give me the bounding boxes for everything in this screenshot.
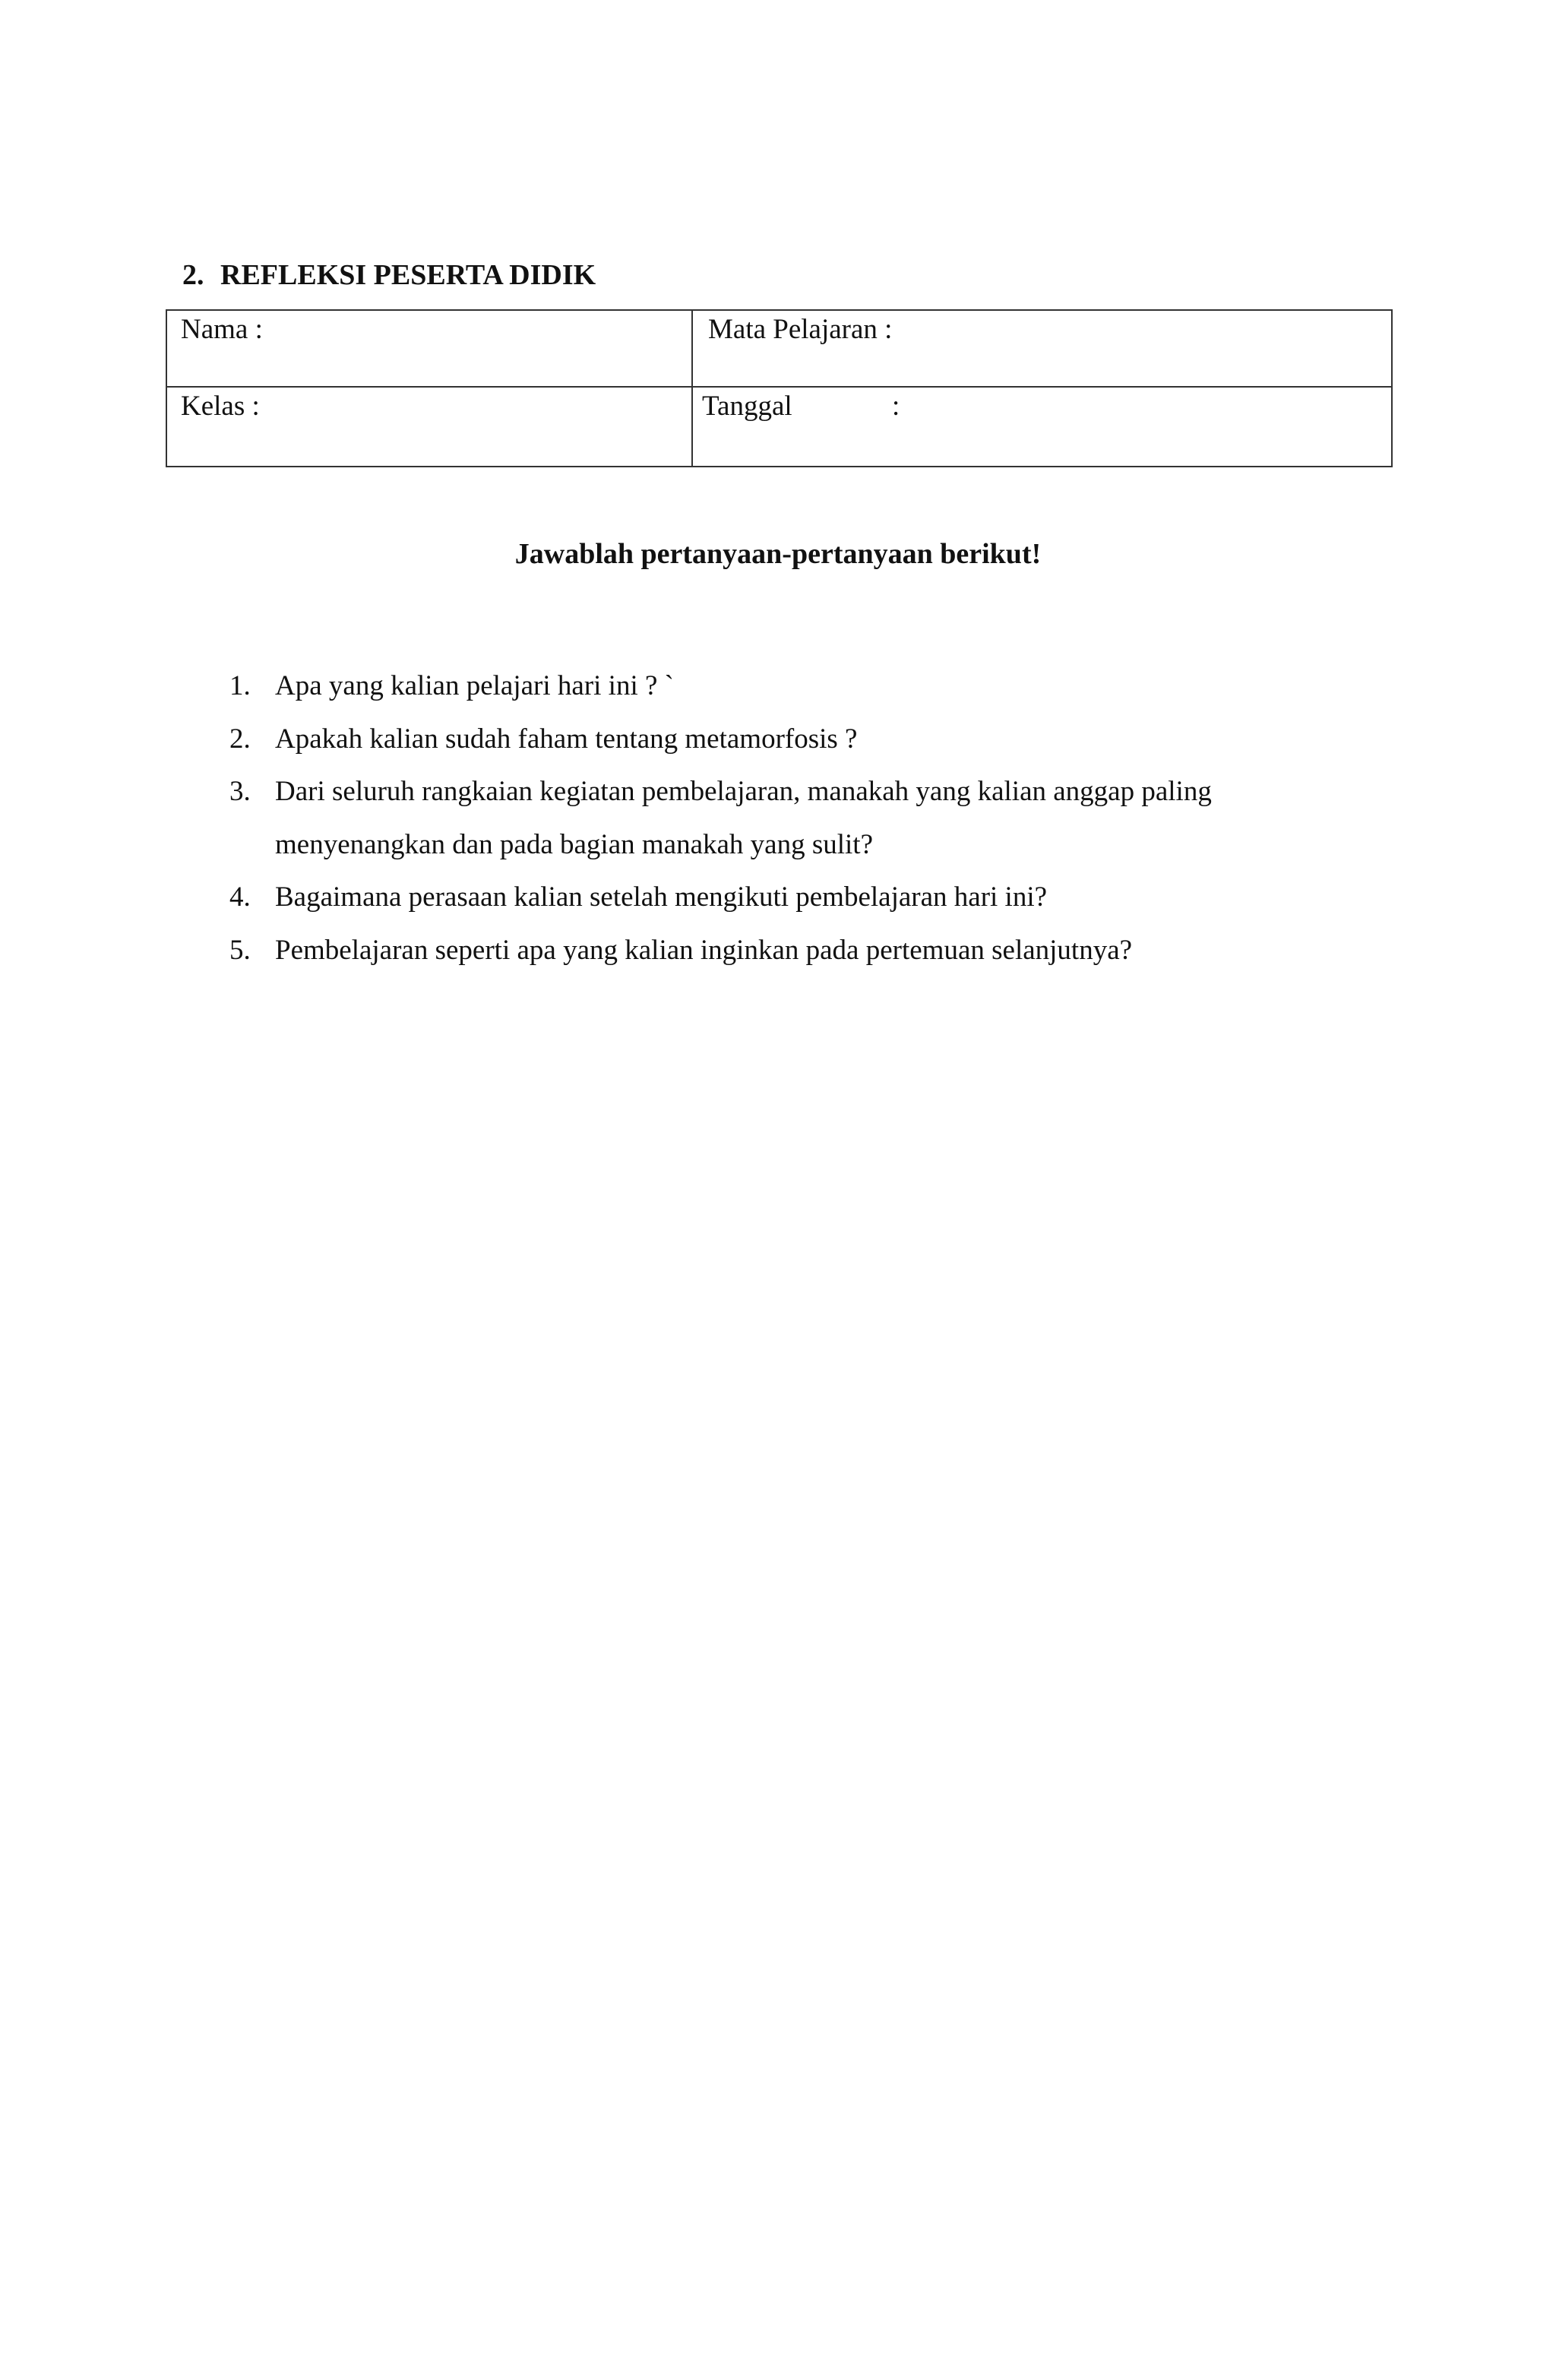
section-number: 2.	[182, 259, 204, 291]
kelas-cell	[166, 387, 692, 467]
mata-pelajaran-cell	[692, 310, 1392, 387]
info-row-1	[166, 310, 1392, 387]
question-item	[229, 924, 1369, 977]
tanggal-cell	[692, 387, 1392, 467]
question-item	[229, 713, 1369, 766]
instruction-text: Jawablah pertanyaan-pertanyaan berikut!	[514, 538, 1042, 570]
question-text: Apakah kalian sudah faham tentang metamorfosis ?	[275, 723, 858, 755]
question-item	[229, 765, 1369, 871]
question-number: 5.	[229, 934, 251, 966]
tanggal-colon: :	[892, 391, 900, 422]
question-number: 2.	[229, 723, 251, 755]
question-list	[229, 660, 1369, 976]
info-row-2	[166, 387, 1392, 467]
question-item	[229, 871, 1369, 924]
mata-pelajaran-label: Mata Pelajaran :	[708, 314, 893, 345]
section-heading	[182, 254, 596, 296]
question-number: 3.	[229, 776, 251, 807]
question-item	[229, 660, 1369, 713]
question-text: Pembelajaran seperti apa yang kalian inginkan pada pertemuan selanjutnya?	[275, 934, 1133, 966]
question-number: 4.	[229, 881, 251, 913]
question-text: Bagaimana perasaan kalian setelah mengikuti pembelajaran hari ini?	[275, 881, 1048, 913]
student-info-table	[166, 309, 1393, 467]
nama-label: Nama :	[181, 314, 263, 345]
nama-cell	[166, 310, 692, 387]
kelas-label: Kelas :	[181, 391, 260, 422]
question-text: Apa yang kalian pelajari hari ini ? `	[275, 670, 674, 701]
question-text: Dari seluruh rangkaian kegiatan pembelajaran, manakah yang kalian anggap paling menyenangkan dan pada bagian manakah yang sulit?	[275, 776, 1212, 860]
question-number: 1.	[229, 670, 251, 701]
tanggal-label: Tanggal	[702, 391, 792, 422]
section-title: REFLEKSI PESERTA DIDIK	[220, 259, 596, 291]
